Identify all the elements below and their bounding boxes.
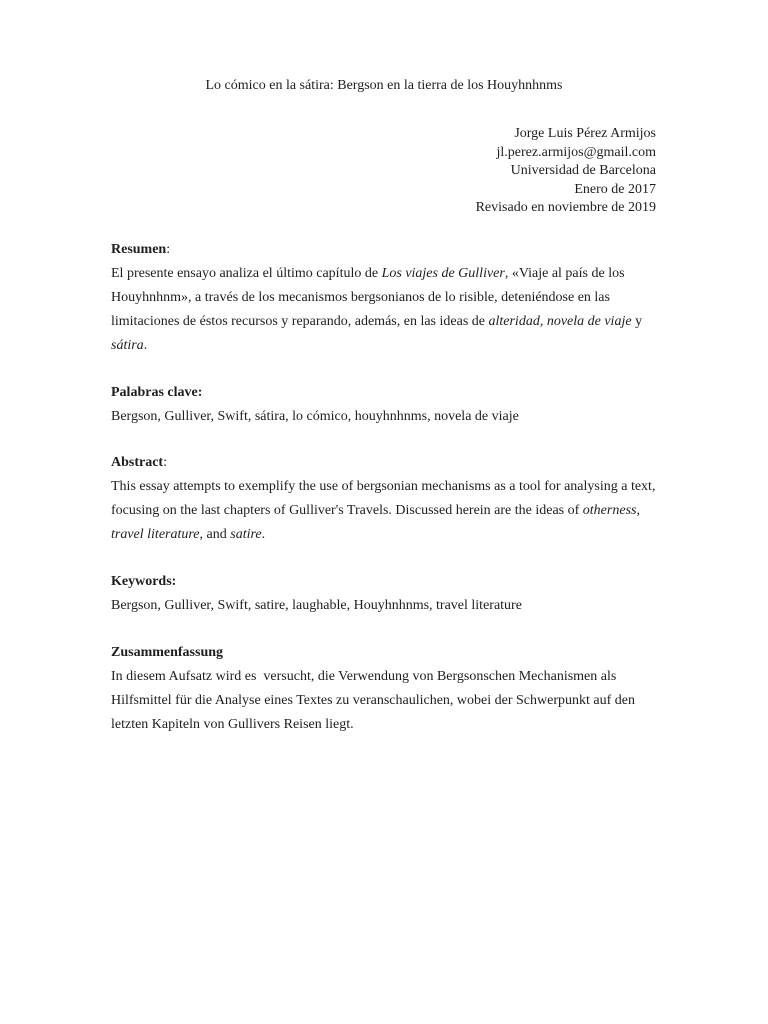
zusammenfassung-heading: Zusammenfassung <box>111 645 224 660</box>
palabras-clave-heading: Palabras clave: <box>111 385 203 400</box>
zusammenfassung-section <box>111 641 659 737</box>
abstract-heading <box>111 451 659 475</box>
palabras-clave-section <box>111 381 659 429</box>
resumen-text-part: El presente ensayo analiza el último capítulo de <box>111 266 382 281</box>
keywords-text: Bergson, Gulliver, Swift, satire, laughable, Houyhnhnms, travel literature <box>111 598 522 613</box>
resumen-text-italic: Los viajes de Gulliver <box>381 266 505 281</box>
abstract-text-part: , and <box>199 527 231 542</box>
abstract-text <box>111 475 659 547</box>
resumen-text <box>111 262 659 358</box>
abstract-text-italic: otherness <box>582 503 637 518</box>
resumen-heading-colon: : <box>166 242 171 257</box>
abstract-text-italic: satire <box>230 527 262 542</box>
resumen-heading-label: Resumen <box>111 242 167 257</box>
zusammenfassung-text: In diesem Aufsatz wird es versucht, die Verwendung von Bergsonschen Mechanismen als Hilfsmittel für die Analyse eines Textes zu veranschaulichen, wobei der Schwerpunkt auf den letzten Kapiteln von Gullivers Reisen liegt. <box>111 669 639 732</box>
abstract-text-part: This essay attempts to exemplify the use of bergsonian mechanisms as a tool for analysing a text, focusing on the last chapters of Gulliver's Travels. Discussed herein are the ideas of <box>111 479 656 518</box>
document-date: Enero de 2017 <box>574 181 656 197</box>
abstract-heading-colon: : <box>163 455 167 470</box>
abstract-heading-label: Abstract <box>111 455 164 470</box>
resumen-text-italic: alteridad, novela de viaje <box>488 314 632 329</box>
abstract-section <box>111 451 659 547</box>
keywords-section <box>111 570 659 618</box>
resumen-text-italic: sátira <box>111 338 144 353</box>
resumen-heading <box>111 238 659 262</box>
revision-date: Revisado en noviembre de 2019 <box>475 200 656 215</box>
keywords-heading: Keywords: <box>111 574 177 589</box>
abstract-text-italic: travel literature <box>111 527 200 542</box>
author-email: jl.perez.armijos@gmail.com <box>496 144 656 160</box>
abstract-text-part: . <box>261 527 266 542</box>
resumen-text-part: y <box>631 314 643 329</box>
resumen-section <box>111 238 659 358</box>
resumen-text-part: , «Viaje al país de los Houyhnhnm», a través de los mecanismos bergsonianos de lo risible, deteniéndose en las limitaciones de éstos recursos y reparando, además, en las ideas de <box>111 266 625 329</box>
palabras-clave-text: Bergson, Gulliver, Swift, sátira, lo cómico, houyhnhnms, novela de viaje <box>111 409 519 424</box>
abstract-text-part: , <box>636 503 640 518</box>
author-institution: Universidad de Barcelona <box>510 163 656 178</box>
document-title: Lo cómico en la sátira: Bergson en la tierra de los Houyhnhnms <box>205 78 563 93</box>
author-name: Jorge Luis Pérez Armijos <box>514 126 656 141</box>
resumen-text-part: . <box>143 338 148 353</box>
author-block <box>476 125 656 218</box>
